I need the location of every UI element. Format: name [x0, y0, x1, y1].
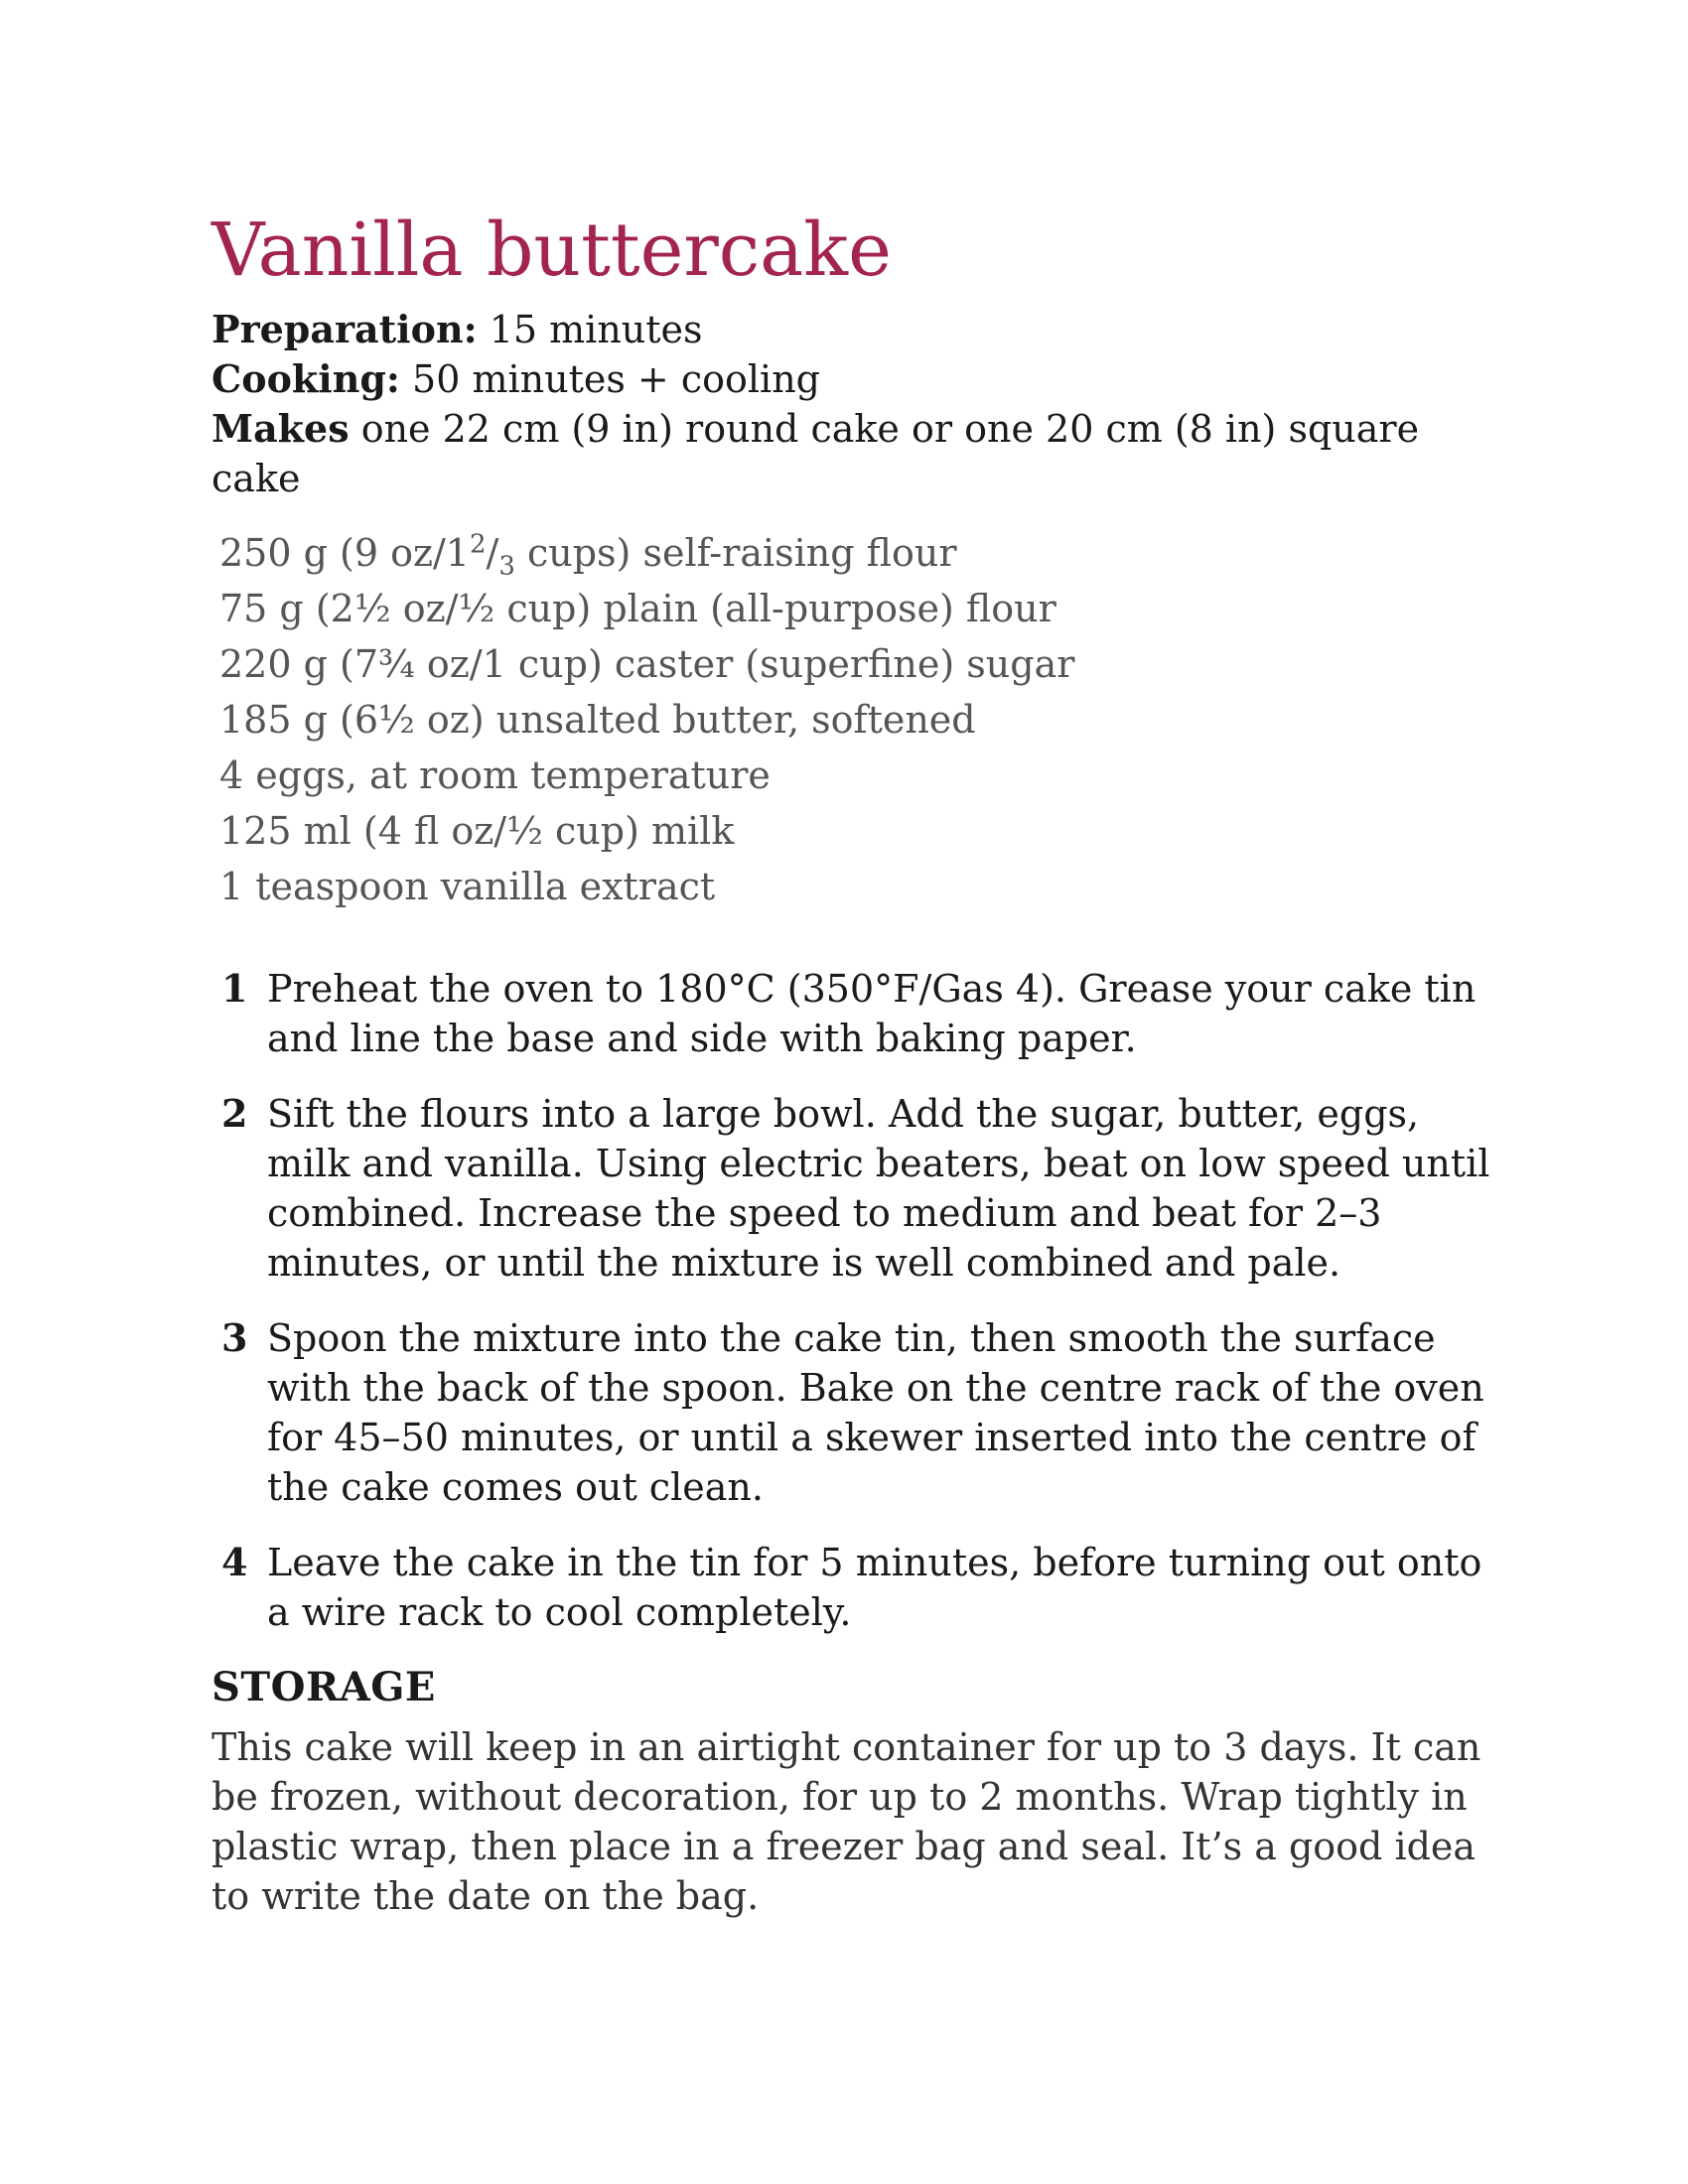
- ingredient-item: 75 g (2½ oz/½ cup) plain (all-purpose) flour: [219, 587, 1056, 630]
- method-step: [221, 1538, 1502, 1637]
- method-step: [221, 1313, 1502, 1512]
- preparation-line: [211, 305, 1502, 354]
- ingredient-item: 250 g (9 $oz/1^2/_3$ cups) self-raising flour: [219, 529, 957, 582]
- cooking-value: 50 minutes + cooling: [412, 357, 820, 401]
- step-number: 4: [221, 1540, 248, 1584]
- step-text: Preheat the oven to 180°C (350°F/Gas 4). Grease your cake tin and line the base and side with baking paper.: [267, 967, 1477, 1060]
- step-number: 1: [221, 966, 248, 1011]
- cooking-line: [211, 354, 1502, 404]
- recipe-title: Vanilla buttercake: [211, 207, 892, 293]
- recipe-page: [211, 207, 1502, 1921]
- storage-heading: STORAGE: [211, 1664, 436, 1710]
- ingredient-item: 125 ml (4 fl oz/½ cup) milk: [219, 809, 735, 853]
- makes-line: [211, 404, 1502, 503]
- makes-label: Makes: [211, 406, 350, 451]
- preparation-label: Preparation:: [211, 307, 478, 351]
- ingredient-text: 250 g (9 oz/1: [219, 531, 470, 575]
- preparation-value: 15 minutes: [489, 308, 703, 351]
- ingredient-item: 4 eggs, at room temperature: [219, 753, 771, 797]
- step-text: Leave the cake in the tin for 5 minutes, before turning out onto a wire rack to cool completely.: [267, 1541, 1482, 1634]
- ingredient-item: 1 teaspoon vanilla extract: [219, 865, 716, 908]
- fraction-denominator: 3: [498, 551, 515, 582]
- method-step: [221, 1089, 1502, 1288]
- ingredient-text: cups) self-raising flour: [514, 531, 957, 575]
- method-step: [221, 964, 1502, 1063]
- storage-text: This cake will keep in an airtight container for up to 3 days. It can be frozen, without decoration, for up to 2 months. Wrap tightly in plastic wrap, then place in a freezer bag and seal. It’s a good idea to write the date on the bag.: [211, 1725, 1481, 1918]
- ingredients-list: [219, 525, 1502, 914]
- step-text: Spoon the mixture into the cake tin, then smooth the surface with the back of the spoon. Bake on the centre rack of the oven for 45–50 minutes, or until a skewer inserted into the centre of the cake comes out clean.: [267, 1316, 1484, 1509]
- makes-value: one 22 cm (9 in) round cake or one 20 cm (8 in) square cake: [211, 407, 1420, 500]
- step-number: 3: [221, 1315, 248, 1360]
- cooking-label: Cooking:: [211, 356, 400, 401]
- step-text: Sift the flours into a large bowl. Add the sugar, butter, eggs, milk and vanilla. Using electric beaters, beat on low speed until combined. Increase the speed to medium and beat for 2–3 minutes, or until the mixture is well combined and pale.: [267, 1092, 1490, 1285]
- fraction-numerator: 2: [469, 529, 487, 560]
- ingredient-item: 220 g (7¾ oz/1 cup) caster (superfine) sugar: [219, 642, 1075, 686]
- ingredient-item: 185 g (6½ oz) unsalted butter, softened: [219, 698, 976, 742]
- step-number: 2: [221, 1091, 248, 1136]
- method-steps: [221, 964, 1502, 1637]
